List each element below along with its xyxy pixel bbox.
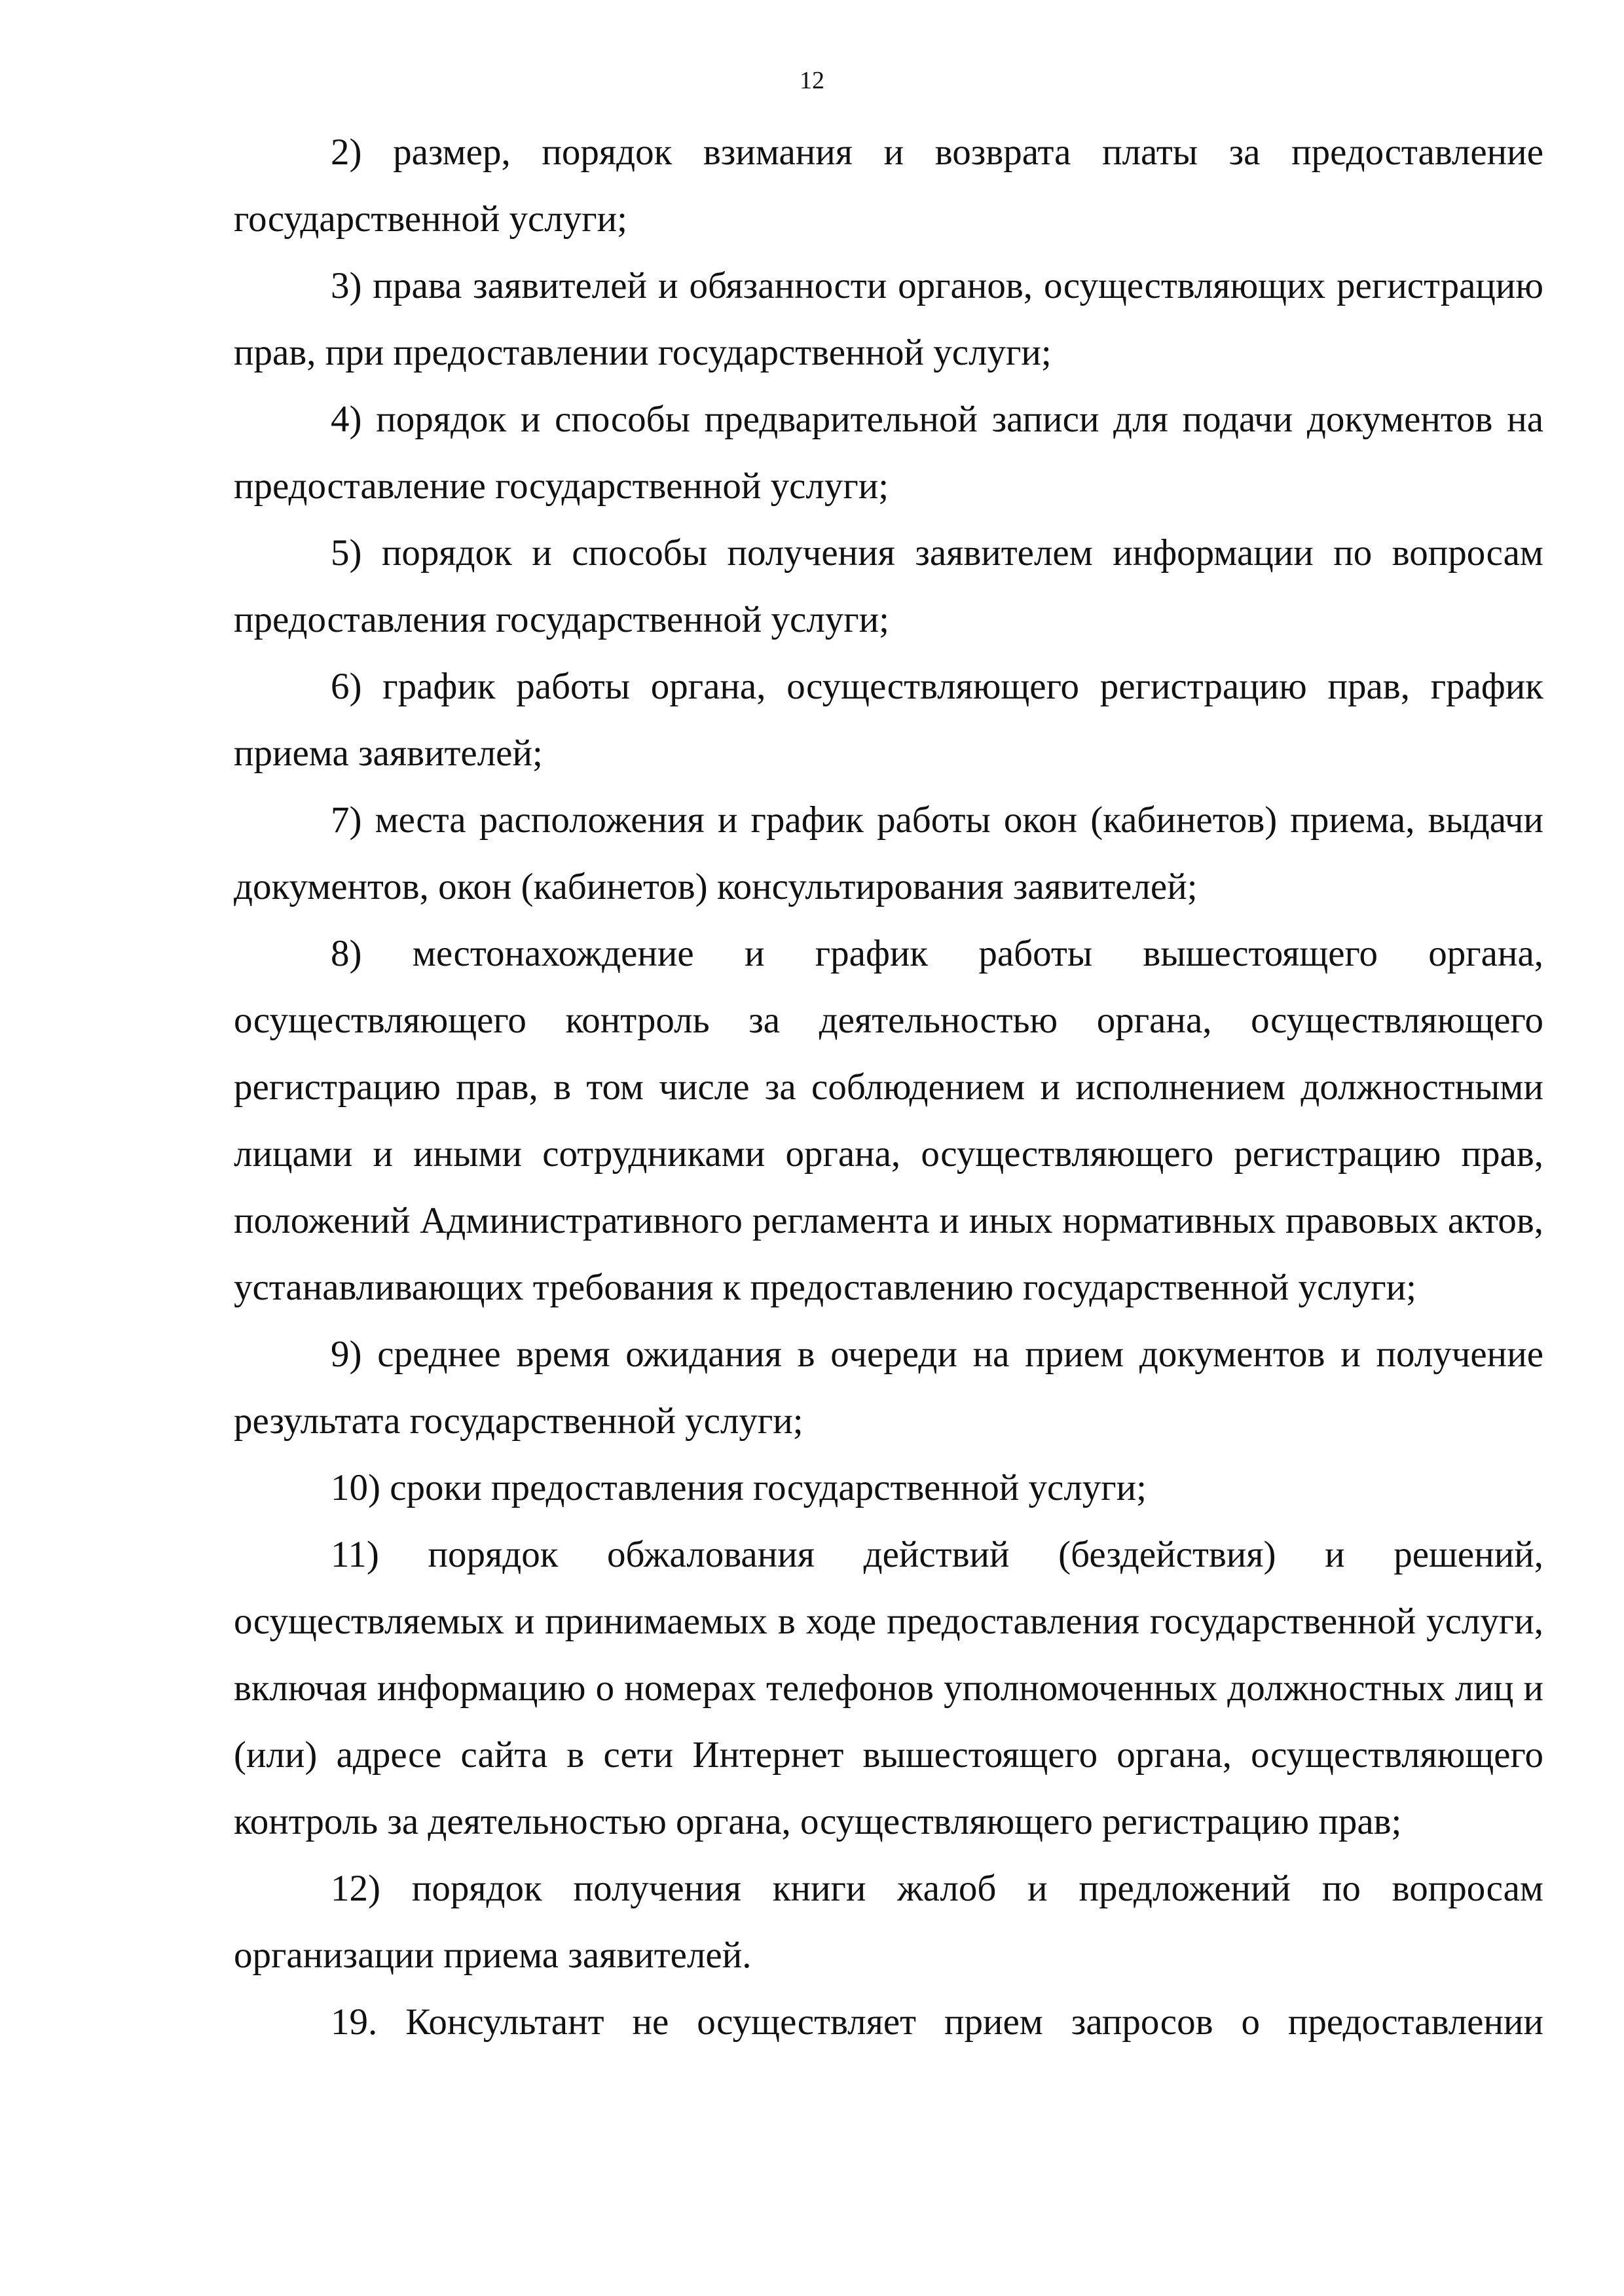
list-item-3: 3) права заявителей и обязанности органов, осуществляющих регистрацию прав, при предоставлении государственной услуги; — [234, 265, 1543, 373]
list-item-5: 5) порядок и способы получения заявителем информации по вопросам предоставления государственной услуги; — [234, 532, 1543, 640]
list-item-2: 2) размер, порядок взимания и возврата платы за предоставление государственной услуги; — [234, 132, 1543, 240]
list-item-12: 12) порядок получения книги жалоб и предложений по вопросам организации приема заявителей. — [234, 1868, 1543, 1976]
section-19-start: 19. Консультант не осуществляет прием запросов о предоставлении — [331, 2001, 1543, 2043]
document-body — [234, 119, 1543, 2056]
list-item-6: 6) график работы органа, осуществляющего регистрацию прав, график приема заявителей; — [234, 666, 1543, 774]
page-number: 12 — [800, 67, 824, 94]
list-item-4: 4) порядок и способы предварительной записи для подачи документов на предоставление государственной услуги; — [234, 399, 1543, 507]
list-item-8: 8) местонахождение и график работы вышестоящего органа, осуществляющего контроль за деятельностью органа, осуществляющего регистрацию прав, в том числе за соблюдением и исполнением должностными лицами и иными сотрудниками органа, осуществляющего регистрацию прав, положений Административного регламента и иных нормативных правовых актов, устанавливающих требования к предоставлению государственной услуги; — [234, 933, 1543, 1308]
list-item-7: 7) места расположения и график работы окон (кабинетов) приема, выдачи документов, окон (кабинетов) консультирования заявителей; — [234, 799, 1543, 907]
list-item-9: 9) среднее время ожидания в очереди на прием документов и получение результата государственной услуги; — [234, 1334, 1543, 1442]
list-item-10: 10) сроки предоставления государственной услуги; — [331, 1467, 1147, 1508]
list-item-11: 11) порядок обжалования действий (бездействия) и решений, осуществляемых и принимаемых в ходе предоставления государственной услуги, включая информацию о номерах телефонов уполномоченных должностных лиц и (или) адресе сайта в сети Интернет вышестоящего органа, осуществляющего контроль за деятельностью органа, осуществляющего регистрацию прав; — [234, 1534, 1543, 1842]
